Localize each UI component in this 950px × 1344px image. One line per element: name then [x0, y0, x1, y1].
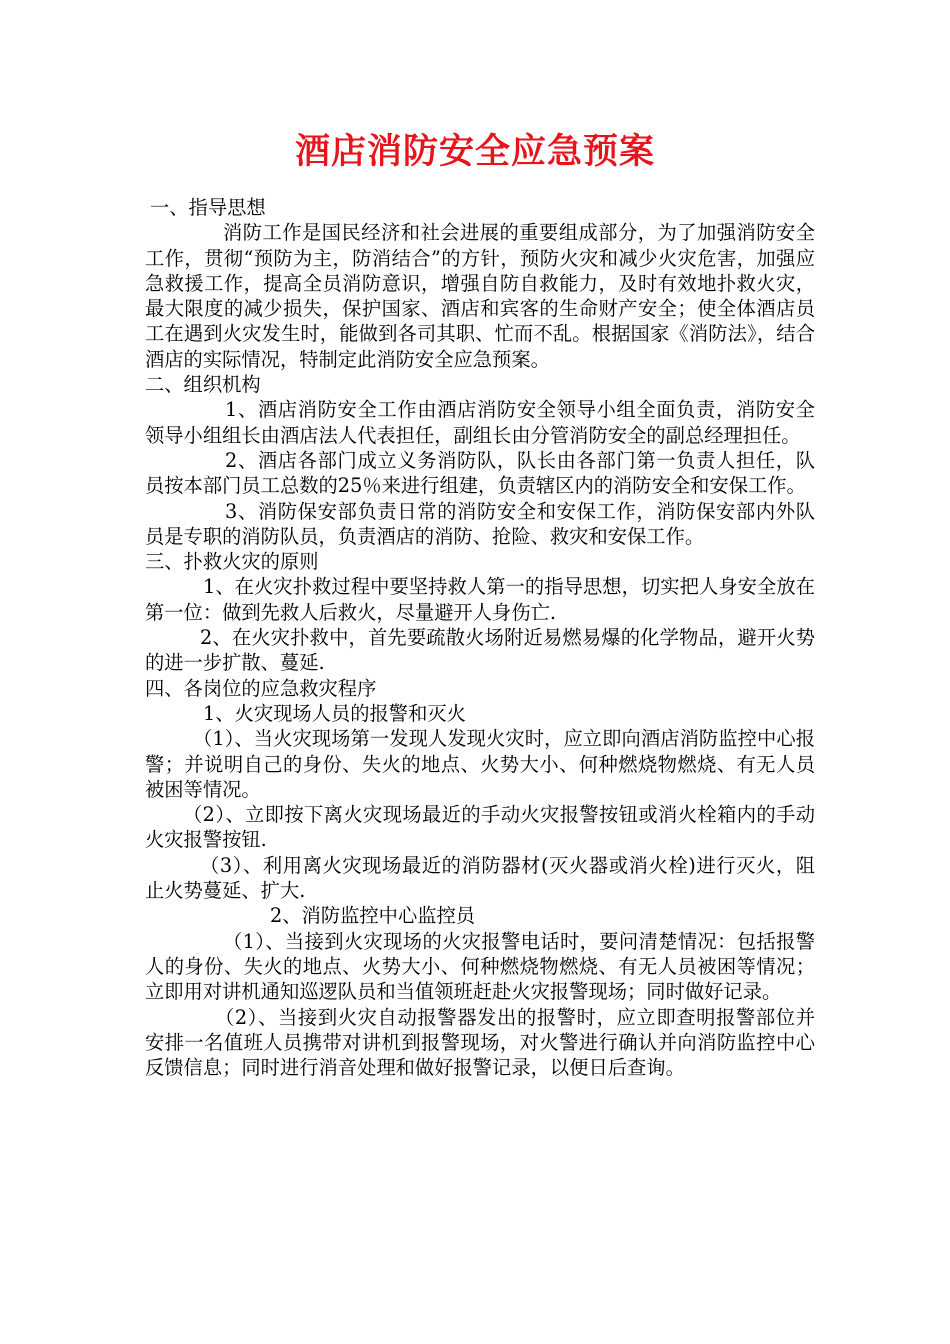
paragraph-onsite-2: （2）、立即按下离火灾现场最近的手动火灾报警按钮或消火栓箱内的手动火灾报警按钮. — [145, 803, 815, 852]
subheading-monitoring-center: 2、消防监控中心监控员 — [270, 904, 476, 928]
paragraph-monitoring-1: （1）、当接到火灾现场的火灾报警电话时，要问清楚情况：包括报警人的身份、失火的地点、火势大小、何种燃烧物燃烧、有无人员被困等情况；立即用对讲机通知巡逻队员和当值领班赶赴火灾报警现场；同时做好记录。 — [145, 929, 815, 1004]
paragraph-principle-2: 2、在火灾扑救中，首先要疏散火场附近易燃易爆的化学物品，避开火势的进一步扩散、蔓延. — [145, 626, 815, 675]
section-heading-emergency-procedures: 四、各岗位的应急救灾程序 — [145, 676, 377, 700]
document-body — [145, 195, 815, 1080]
document-title: 酒店消防安全应急预案 — [294, 131, 655, 172]
subheading-onsite-personnel: 1、火灾现场人员的报警和灭火 — [203, 701, 466, 725]
section-heading-organization: 二、组织机构 — [145, 373, 261, 397]
paragraph-organization-3: 3、消防保安部负责日常的消防安全和安保工作，消防保安部内外队员是专职的消防队员，负责酒店的消防、抢险、救灾和安保工作。 — [145, 499, 815, 548]
paragraph-guiding-ideology: 消防工作是国民经济和社会进展的重要组成部分，为了加强消防安全工作，贯彻“预防为主，防消结合”的方针，预防火灾和减少火灾危害，加强应急救援工作，提高全员消防意识，增强自防自救能力，及时有效地扑救火灾，最大限度的减少损失，保护国家、酒店和宾客的生命财产安全；使全体酒店员工在遇到火灾发生时，能做到各司其职、忙而不乱。根据国家《消防法》，结合酒店的实际情况，特制定此消防安全应急预案。 — [145, 221, 815, 371]
paragraph-principle-1: 1、在火灾扑救过程中要坚持救人第一的指导思想，切实把人身安全放在第一位：做到先救人后救火，尽量避开人身伤亡. — [145, 575, 815, 624]
section-heading-firefighting-principles: 三、扑救火灾的原则 — [145, 550, 319, 574]
paragraph-onsite-1: （1）、当火灾现场第一发现人发现火灾时，应立即向酒店消防监控中心报警；并说明自己的身份、失火的地点、火势大小、何种燃烧物燃烧、有无人员被困等情况。 — [145, 727, 815, 801]
paragraph-organization-2: 2、酒店各部门成立义务消防队，队长由各部门第一负责人担任，队员按本部门员工总数的25％来进行组建，负责辖区内的消防安全和安保工作。 — [145, 448, 815, 498]
section-heading-guiding-ideology: 一、指导思想 — [150, 196, 266, 219]
paragraph-onsite-3: （3）、利用离火灾现场最近的消防器材(灭火器或消火栓)进行灭火，阻止火势蔓延、扩大. — [145, 853, 815, 903]
paragraph-monitoring-2: （2）、当接到火灾自动报警器发出的报警时，应立即查明报警部位并安排一名值班人员携带对讲机到报警现场，对火警进行确认并向消防监控中心反馈信息；同时进行消音处理和做好报警记录，以便日后查询。 — [145, 1005, 815, 1080]
paragraph-organization-1: 1、酒店消防安全工作由酒店消防安全领导小组全面负责，消防安全领导小组组长由酒店法人代表担任，副组长由分管消防安全的副总经理担任。 — [145, 398, 815, 447]
